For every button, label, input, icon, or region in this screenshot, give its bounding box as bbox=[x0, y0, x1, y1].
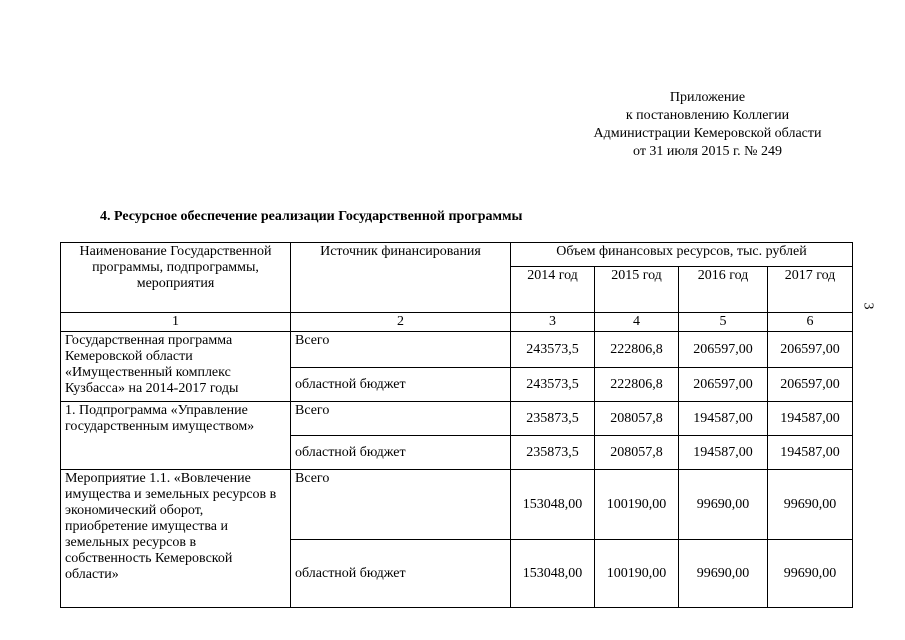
subprogram-name: 1. Подпрограмма «Управление государственным имуществом» bbox=[61, 402, 291, 470]
program-name: Государственная программа Кемеровской области «Имущественный комплекс Кузбасса» на 2014-2017 годы bbox=[61, 332, 291, 402]
value-cell: 206597,00 bbox=[768, 332, 853, 368]
funding-source: Всего bbox=[291, 402, 511, 436]
page-number: 3 bbox=[860, 302, 876, 310]
funding-source: Всего bbox=[291, 332, 511, 368]
value-cell: 206597,00 bbox=[768, 368, 853, 402]
value-cell: 243573,5 bbox=[511, 368, 595, 402]
value-cell: 243573,5 bbox=[511, 332, 595, 368]
header-name: Наименование Государственной программы, подпрограммы, мероприятия bbox=[61, 243, 291, 313]
header-year: 2014 год bbox=[511, 267, 595, 313]
header-year: 2017 год bbox=[768, 267, 853, 313]
header-year: 2015 год bbox=[595, 267, 679, 313]
value-cell: 194587,00 bbox=[679, 402, 768, 436]
value-cell: 206597,00 bbox=[679, 332, 768, 368]
column-number: 5 bbox=[679, 313, 768, 332]
value-cell: 235873,5 bbox=[511, 402, 595, 436]
measure-name: Мероприятие 1.1. «Вовлечение имущества и земельных ресурсов в экономический оборот, приобретение имущества и земельных ресурсов в собственность Кемеровской области» bbox=[61, 470, 291, 608]
table-row bbox=[61, 470, 853, 540]
value-cell: 194587,00 bbox=[768, 402, 853, 436]
table-row bbox=[61, 332, 853, 368]
funding-source: областной бюджет bbox=[291, 368, 511, 402]
table-row bbox=[61, 402, 853, 436]
appendix-line-2: к постановлению Коллегии bbox=[625, 108, 790, 123]
value-cell: 99690,00 bbox=[679, 470, 768, 540]
value-cell: 208057,8 bbox=[595, 402, 679, 436]
value-cell: 153048,00 bbox=[511, 540, 595, 608]
column-number: 3 bbox=[511, 313, 595, 332]
value-cell: 99690,00 bbox=[679, 540, 768, 608]
funding-source: областной бюджет bbox=[291, 540, 511, 608]
header-source: Источник финансирования bbox=[291, 243, 511, 313]
column-number: 4 bbox=[595, 313, 679, 332]
column-number: 1 bbox=[61, 313, 291, 332]
appendix-line-1: Приложение bbox=[669, 90, 746, 105]
appendix-line-3: Администрации Кемеровской области bbox=[593, 126, 822, 141]
value-cell: 235873,5 bbox=[511, 436, 595, 470]
section-title: 4. Ресурсное обеспечение реализации Государственной программы bbox=[100, 209, 523, 224]
value-cell: 100190,00 bbox=[595, 470, 679, 540]
header-year: 2016 год bbox=[679, 267, 768, 313]
appendix-line-4: от 31 июля 2015 г. № 249 bbox=[633, 144, 782, 159]
column-number: 6 bbox=[768, 313, 853, 332]
funding-source: областной бюджет bbox=[291, 436, 511, 470]
value-cell: 99690,00 bbox=[768, 470, 853, 540]
value-cell: 194587,00 bbox=[768, 436, 853, 470]
column-number: 2 bbox=[291, 313, 511, 332]
appendix-block bbox=[560, 89, 855, 161]
value-cell: 100190,00 bbox=[595, 540, 679, 608]
value-cell: 208057,8 bbox=[595, 436, 679, 470]
funding-source: Всего bbox=[291, 470, 511, 540]
resource-table bbox=[60, 242, 853, 608]
value-cell: 222806,8 bbox=[595, 368, 679, 402]
header-volume: Объем финансовых ресурсов, тыс. рублей bbox=[511, 243, 853, 267]
column-number-row bbox=[61, 313, 853, 332]
value-cell: 99690,00 bbox=[768, 540, 853, 608]
value-cell: 194587,00 bbox=[679, 436, 768, 470]
value-cell: 222806,8 bbox=[595, 332, 679, 368]
value-cell: 206597,00 bbox=[679, 368, 768, 402]
value-cell: 153048,00 bbox=[511, 470, 595, 540]
